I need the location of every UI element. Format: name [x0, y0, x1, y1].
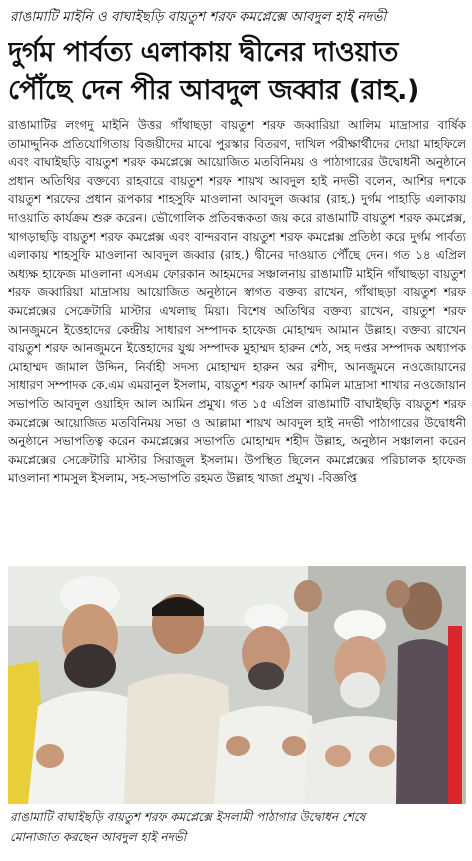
headline: [8, 34, 466, 110]
news-photo: [8, 566, 466, 804]
article-body: রাঙামাটির লংগদু মাইনি উত্তর গাঁথাছড়া বায়তুশ শরফ জব্বারিয়া আলিম মাদ্রাসার বার্ষিক তামাদ্দুনিক প্রতিযোগিতায় বিজয়ীদের মাঝে পুরস্কার বিতরণ, দাখিল পরীক্ষার্থীদের দোয়া মাহফিলে এবং বাঘাইছড়ি বায়তুশ শরফ কমপ্লেক্সে আয়োজিত মতবিনিময় ও পাঠাগারের উদ্বোধনী অনুষ্ঠানে প্রধান অতিথির বক্তব্যে রাহবারে বায়তুশ শরফ শায়খ আবদুল হাই নদভী বলেন, আশির দশকে বায়তুশ শরফের প্রধান রূপকার শাহসুফি মাওলানা আবদুল জব্বার (রাহ.) দুর্গম পাহাড়ি এলাকায় দাওয়াতি কার্যক্রম শুরু করেন। ভৌগোলিক প্রতিবন্ধকতা জয় করে রাঙামাটি বায়তুশ শরফ কমপ্লেক্স, খাগড়াছড়ি বায়তুশ শরফ কমপ্লেক্স এবং বান্দরবান বায়তুশ শরফ কমপ্লেক্স প্রতিষ্ঠা করে দুর্গম পার্বত্য এলাকায় শাহসুফি মাওলানা আবদুল জব্বার (রাহ.) দ্বীনের দাওয়াত পৌঁছে দেন। গত ১৪ এপ্রিল অধ্যক্ষ হাফেজ মাওলানা এসএম ফোরকান আহমদের সঞ্চালনায় রাঙামাটি মাইনি গাঁথাছড়া বায়তুশ শরফ জব্বারিয়া মাদ্রাসায় আয়োজিত অনুষ্ঠানে স্বাগত বক্তব্য রাখেন, গাঁথাছড়া বায়তুশ শরফ কমপ্লেক্সের সেক্রেটারি মাস্টার এখলাছ মিয়া। বিশেষ অতিথির বক্তব্য রাখেন, বায়তুশ শরফ আনজুমনে ইত্তেহাদের কেন্দ্রীয় সাধারণ সম্পাদক হাফেজ মোহাম্মদ আমান উল্লাহ। বক্তব্য রাখেন বায়তুশ শরফ আনজুমনে ইত্তেহাদের যুগ্ম সম্পাদক মুহাম্মদ হারুন শেঠ, সহ দপ্তর সম্পাদক অধ্যাপক মোহাম্মদ জামাল উদ্দিন, নির্বাহী সদস্য মোহাম্মদ হারুন অর রশীদ, আনজুমনে নওজোয়ানের সাধারণ সম্পাদক কে.এম এমরানুল ইসলাম, বায়তুশ শরফ আদর্শ কামিল মাদ্রাসা শাখার নওজোয়ান সভাপতি আবদুল ওয়াহিদ আল আমিন প্রমুখ। গত ১৫ এপ্রিল রাঙামাটি বাঘাইছড়ি বায়তুশ শরফ কমপ্লেক্সে আয়োজিত মতবিনিময় সভা ও আল্লামা শায়খ আবদুল হাই নদভী পাঠাগারের উদ্বোধনী অনুষ্ঠানে সভাপতিত্ব করেন কমপ্লেক্সের সভাপতি মোহাম্মদ শহীদ উল্লাহ, অনুষ্ঠান সঞ্চালনা করেন কমপ্লেক্সের সেক্রেটারি মাস্টার সিরাজুল ইসলাম। উপস্থিত ছিলেন কমপ্লেক্সের পরিচালক হাফেজ মাওলানা শামসুল ইসলাম, সহ-সভাপতি রহমত উল্লাহ খাজা প্রমুখ। -বিজ্ঞপ্তি: [8, 118, 466, 486]
photo-caption: [10, 807, 466, 847]
headline-line-2: পৌঁছে দেন পীর আবদুল জব্বার (রাহ.): [8, 75, 420, 106]
headline-line-1: দুর্গম পার্বত্য এলাকায় দ্বীনের দাওয়াত: [8, 37, 399, 68]
news-photo-illustration: [8, 566, 466, 804]
caption-line-1: রাঙামাটি বাঘাইছড়ি বায়তুশ শরফ কমপ্লেক্সে ইসলামী পাঠাগার উদ্বোধন শেষে: [10, 810, 366, 824]
caption-line-2: মোনাজাত করছেন আবদুল হাই নদভী: [10, 830, 187, 844]
kicker: রাঙামাটি মাইনি ও বাঘাইছড়ি বায়তুশ শরফ কমপ্লেক্সে আবদুল হাই নদভী: [10, 9, 387, 25]
